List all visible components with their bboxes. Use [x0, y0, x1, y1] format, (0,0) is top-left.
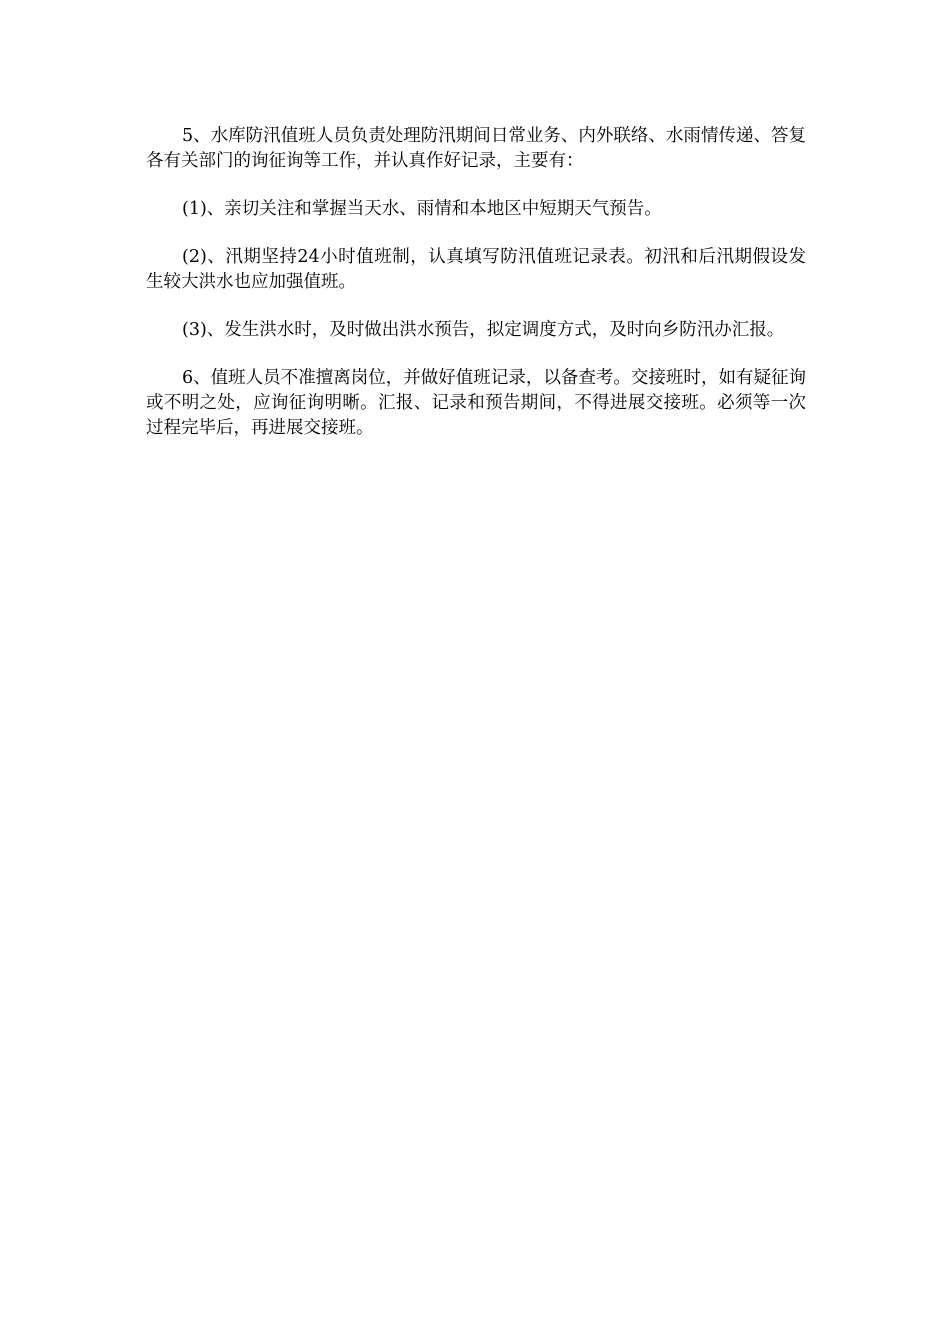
paragraph-subitem-1: (1)、亲切关注和掌握当天水、雨情和本地区中短期天气预告。	[182, 199, 662, 219]
paragraph-subitem-2: (2)、汛期坚持24小时值班制，认真填写防汛值班记录表。初汛和后汛期假设发生较大洪水也应加强值班。	[146, 247, 806, 292]
paragraph-subitem-3: (3)、发生洪水时，及时做出洪水预告，拟定调度方式，及时向乡防汛办汇报。	[182, 320, 785, 340]
document-body	[146, 124, 806, 464]
paragraph-item-6: 6、值班人员不准擅离岗位，并做好值班记录，以备查考。交接班时，如有疑征询或不明之处，应询征询明晰。汇报、记录和预告期间，不得进展交接班。必须等一次过程完毕后，再进展交接班。	[146, 368, 806, 438]
paragraph-item-5: 5、水库防汛值班人员负责处理防汛期间日常业务、内外联络、水雨情传递、答复各有关部门的询征询等工作，并认真作好记录，主要有：	[146, 126, 806, 171]
